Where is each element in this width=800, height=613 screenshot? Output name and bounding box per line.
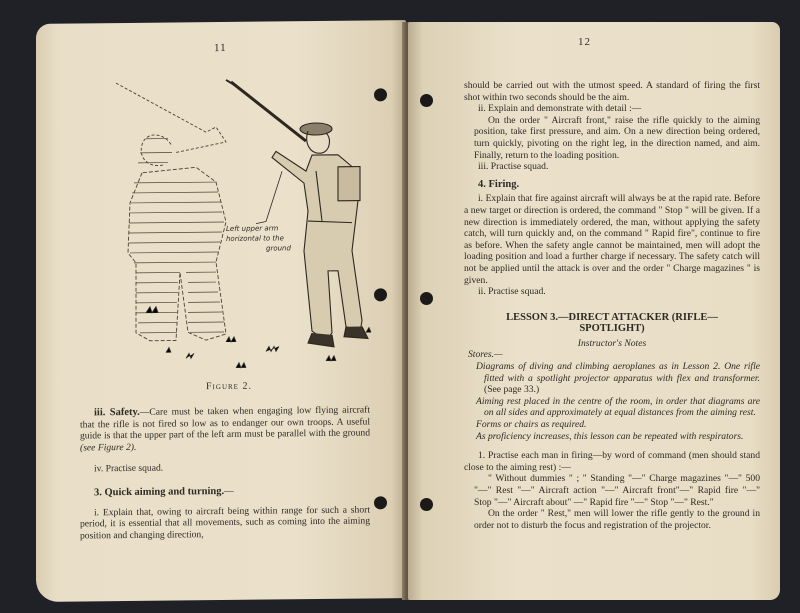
continued-text: should be carried out with the utmost speed. A standard of firing the first shot within two seconds should be the aim. — [464, 80, 760, 103]
stores-item-1-ref: (See page 33.) — [484, 384, 540, 396]
annotation-line-2: horizontal to the — [226, 234, 284, 243]
page-number-right: 12 — [578, 36, 591, 48]
safety-ref: (see Figure 2). — [80, 441, 137, 454]
stores-item-1: Diagrams of diving and climbing aeroplanes as in Lesson 2. One rifle fitted with a spotlight projector apparatus with flex and transformer. — [476, 361, 760, 384]
lesson-item-1-commands: " Without dummies " ; " Standing "—" Charge magazines "—" 500 "—" Rest "—" Aircraft action "—" Aircraft front"—" Rapid fire "—" Stop "—" Aircraft about" —" Rapid fire "—" Stop "—" Rest." — [474, 473, 760, 508]
right-page — [408, 22, 780, 600]
safety-text: —Care must be taken when engaging low flying aircraft that the rifle is not fired so low as to endanger our own troops. A useful guide is that the upper part of the left arm must be parallel with the ground — [80, 404, 370, 442]
page-number-left: 11 — [214, 41, 227, 55]
practise-squad-iv: iv. Practise squad. — [94, 462, 164, 475]
safety-label: iii. Safety. — [94, 406, 140, 419]
lesson-3-heading-line-1: LESSON 3.—DIRECT ATTACKER (RIFLE— — [506, 311, 718, 323]
instructors-notes: Instructor's Notes — [577, 337, 647, 349]
figure-annotation — [226, 223, 291, 254]
stores-item-2: Aiming rest placed in the centre of the room, in order that diagrams are on all sides and approximately at equal distances from the aiming rest. — [476, 395, 760, 419]
left-page — [36, 20, 406, 602]
binding-hole — [420, 498, 433, 511]
annotation-line-1: Left upper arm — [226, 224, 279, 233]
figure-2-illustration — [76, 70, 376, 383]
right-page-text — [464, 80, 760, 531]
section-4-item-ii: ii. Practise squad. — [478, 286, 546, 298]
figure-caption: Figure 2. — [206, 380, 252, 393]
item-ii: ii. Explain and demonstrate with detail :— — [478, 103, 642, 115]
left-page-text — [80, 404, 370, 541]
item-ii-text: On the order " Aircraft front," raise the rifle quickly to the aiming position, take first pressure, and aim. On a new direction being ordered, turn quickly, pivoting on the right leg, in the direction named, and aim. Finally, return to the loading position. — [474, 114, 760, 161]
item-iii: iii. Practise squad. — [478, 161, 549, 173]
ground-tufts — [146, 304, 371, 368]
silhouette-figure — [116, 82, 226, 341]
binding-hole — [420, 292, 433, 305]
section-3-heading: 3. Quick aiming and turning. — [94, 485, 225, 499]
stores-item-3: Forms or chairs as required. — [476, 419, 587, 431]
section-4-text: i. Explain that fire against aircraft will always be at the rapid rate. Before a new target or direction is ordered, the command " Stop " will be given. If a new direction is immediately ordered, the man, without applying the safety catch, will turn quickly and, on the command " Rapid fire", continue to fire as before. When the safety angle cannot be maintained, men will adopt the loading position and load a further charge if necessary. The safety catch will not be applied until the attack is over and the order " Charge magazines " is given. — [464, 193, 760, 286]
lesson-3-heading-line-2: SPOTLIGHT) — [579, 323, 645, 335]
binding-hole — [420, 94, 433, 107]
lesson-item-1-rest: On the order " Rest," men will lower the rifle gently to the ground in order not to disturb the focus and registration of the projector. — [474, 508, 760, 531]
open-booklet — [36, 22, 780, 600]
soldier-figure — [226, 78, 368, 347]
binding-hole — [374, 88, 387, 101]
lesson-item-1: 1. Practise each man in firing—by word of command (men should stand close to the aiming rest) :— — [464, 450, 760, 473]
section-3-text: i. Explain that, owing to aircraft being within range for such a short period, it is essential that all movements, such as coming into the aiming position and changing direction, — [80, 504, 370, 542]
annotation-line-3: ground — [266, 244, 291, 253]
section-3-dash: — — [224, 485, 234, 497]
section-4-heading: 4. Firing. — [478, 178, 520, 190]
stores-label: Stores.— — [468, 349, 503, 361]
binding-hole — [374, 288, 387, 301]
stores-item-4: As proficiency increases, this lesson can be repeated with respirators. — [476, 430, 744, 442]
binding-hole — [374, 496, 387, 509]
